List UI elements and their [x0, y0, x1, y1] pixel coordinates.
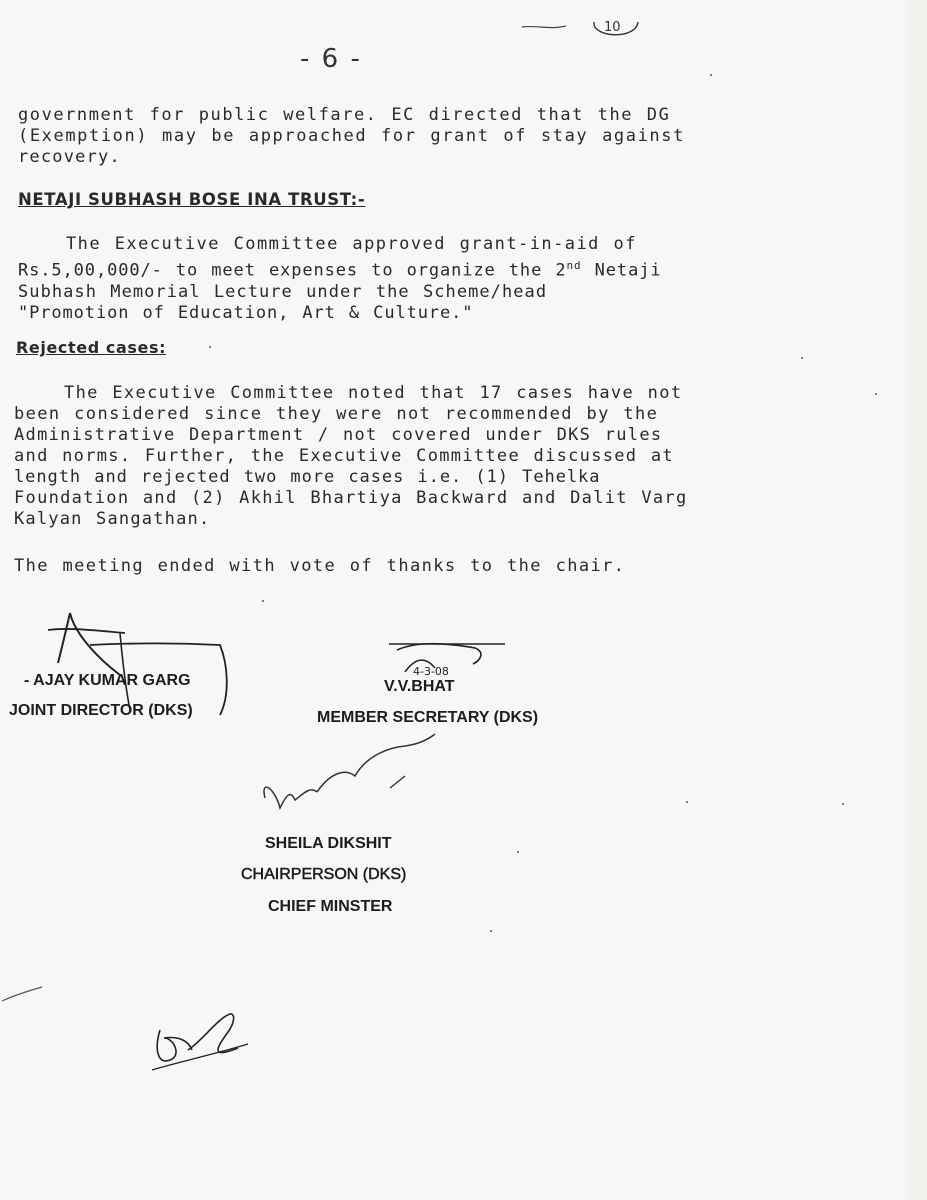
rejected-line: Kalyan Sangathan. — [14, 509, 211, 529]
signatory-chair-name: SHEILA DIKSHIT — [265, 835, 392, 852]
scan-speck — [801, 357, 803, 359]
rejected-line: been considered since they were not recommended by the — [14, 404, 659, 424]
signatory-left-title: JOINT DIRECTOR (DKS) — [9, 702, 193, 719]
netaji-line: The Executive Committee approved grant-in-aid of — [66, 234, 637, 254]
rejected-line: Foundation and (2) Akhil Bhartiya Backward and Dalit Varg — [14, 488, 688, 508]
scan-speck — [710, 74, 712, 76]
netaji-line — [18, 255, 663, 282]
scan-speck — [842, 803, 844, 805]
scan-edge-shadow — [905, 0, 927, 1200]
netaji-line-end: Netaji — [581, 260, 662, 281]
scan-speck — [262, 600, 264, 602]
netaji-line: Subhash Memorial Lecture under the Scheme/head — [18, 281, 548, 302]
rejected-line: length and rejected two more cases i.e. (1) Tehelka — [14, 467, 601, 487]
initials-scribble — [148, 1010, 258, 1080]
netaji-line: "Promotion of Education, Art & Culture." — [18, 302, 474, 323]
rejected-heading: Rejected cases: — [16, 338, 167, 357]
signature-date: 4-3-08 — [413, 665, 449, 678]
intro-paragraph — [18, 105, 685, 168]
signature-sheila-dikshit — [255, 728, 445, 823]
scan-speck — [517, 851, 519, 853]
margin-stroke — [0, 985, 50, 1005]
intro-line: (Exemption) may be approached for grant of stay against — [18, 126, 685, 146]
scan-speck — [686, 801, 688, 803]
intro-line: recovery. — [18, 147, 121, 167]
netaji-paragraph — [18, 234, 663, 324]
circled-stamp — [590, 16, 640, 42]
page-number: - 6 - — [300, 44, 362, 74]
signatory-middle-title: MEMBER SECRETARY (DKS) — [317, 709, 539, 726]
scan-speck — [875, 393, 877, 395]
stamp-number: 10 — [604, 20, 621, 35]
signatory-middle-name: V.V.BHAT — [384, 678, 455, 695]
dash-mark — [520, 22, 570, 32]
rejected-line: The Executive Committee noted that 17 cases have not — [64, 383, 683, 403]
scan-speck — [209, 346, 211, 348]
scan-speck — [490, 930, 492, 932]
netaji-heading: NETAJI SUBHASH BOSE INA TRUST:- — [18, 190, 366, 209]
signatory-chair-title: CHAIRPERSON (DKS) — [241, 866, 407, 883]
rejected-line: Administrative Department / not covered under DKS rules — [14, 425, 663, 445]
closing-line: The meeting ended with vote of thanks to the chair. — [14, 556, 626, 576]
intro-line: government for public welfare. EC directed that the DG — [18, 105, 671, 125]
rejected-paragraph — [14, 383, 688, 530]
superscript: nd — [566, 259, 582, 272]
netaji-line-text: Rs.5,00,000/- to meet expenses to organize the 2 — [18, 260, 567, 281]
signatory-left-name: - AJAY KUMAR GARG — [24, 672, 191, 689]
signature-vv-bhat — [385, 638, 510, 683]
signatory-chair-office: CHIEF MINSTER — [268, 898, 393, 915]
rejected-line: and norms. Further, the Executive Committee discussed at — [14, 446, 674, 466]
